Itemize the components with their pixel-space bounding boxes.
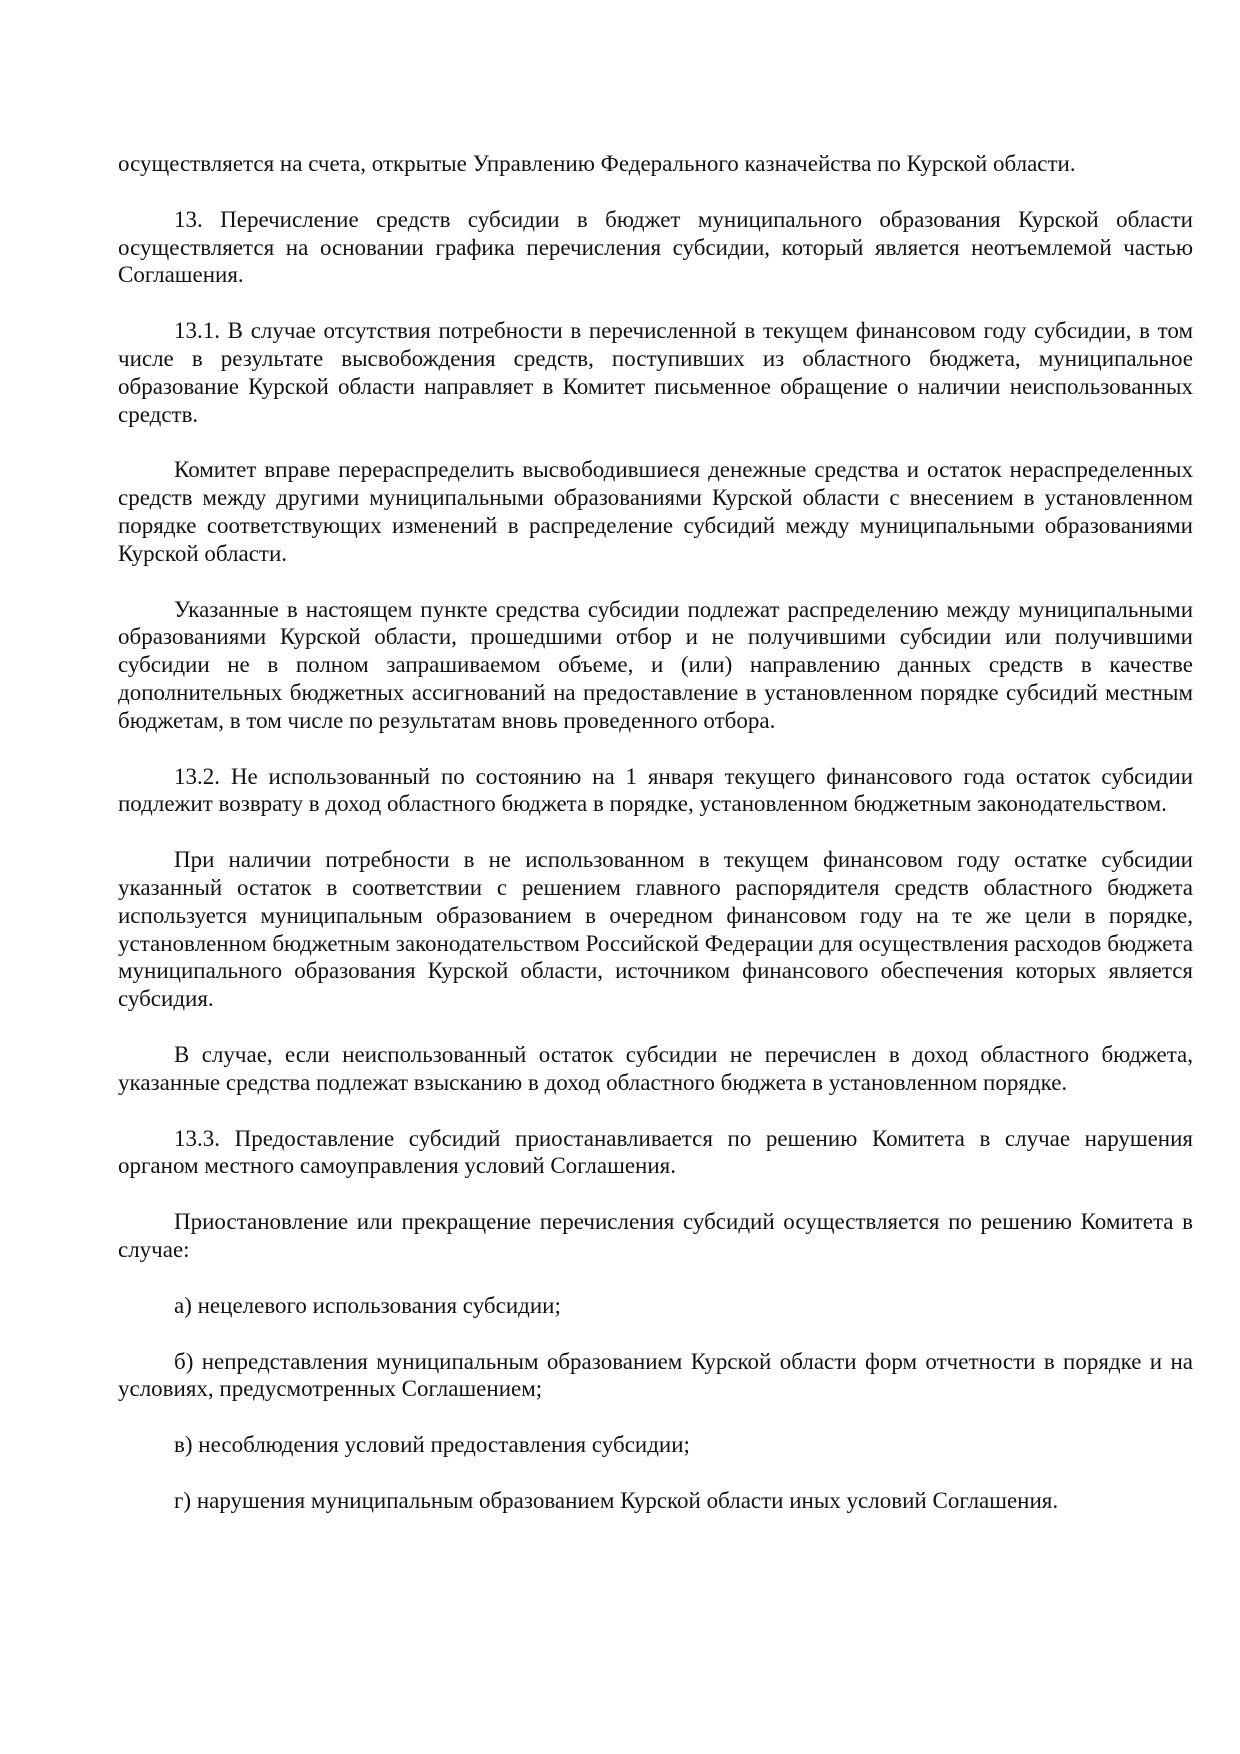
paragraph-13-1: 13.1. В случае отсутствия потребности в перечисленной в текущем финансовом году субсидии, в том числе в результате высвобождения средств, поступивших из областного бюджета, муниципальное образование Курской области направляет в Комитет письменное обращение о наличии неиспользованных средств.: [118, 318, 1193, 427]
paragraph-13-3: 13.3. Предоставление субсидий приостанавливается по решению Комитета в случае нарушения органом местного самоуправления условий Соглашения.: [118, 1125, 1193, 1179]
paragraph-recovery: В случае, если неиспользованный остаток субсидии не перечислен в доход областного бюджета, указанные средства подлежат взысканию в доход областного бюджета в установленном порядке.: [118, 1041, 1193, 1095]
paragraph-suspension: Приостановление или прекращение перечисления субсидий осуществляется по решению Комитета в случае:: [118, 1209, 1193, 1262]
paragraph-13: 13. Перечисление средств субсидии в бюджет муниципального образования Курской области осуществляется на основании графика перечисления субсидии, который является неотъемлемой частью Соглашения.: [118, 206, 1193, 288]
list-item-g: г) нарушения муниципальным образованием Курской области иных условий Соглашения.: [174, 1487, 1059, 1513]
list-item-b: б) непредставления муниципальным образованием Курской области форм отчетности в порядке и на условиях, предусмотренных Соглашением;: [118, 1348, 1193, 1402]
list-item-v: в) несоблюдения условий предоставления субсидии;: [174, 1432, 690, 1458]
paragraph-redistribution: Комитет вправе перераспределить высвободившиеся денежные средства и остаток нераспределенных средств между другими муниципальными образованиями Курской области с внесением в установленном порядке соответствующих изменений в распределение субсидий между муниципальными образованиями Курской области.: [118, 457, 1193, 566]
paragraph-remaining-use: При наличии потребности в не использованном в текущем финансовом году остатке субсидии указанный остаток в соответствии с решением главного распорядителя средств областного бюджета используется муниципальным образованием в очередном финансовом году на те же цели в порядке, установленном бюджетным законодательством Российской Федерации для осуществления расходов бюджета муниципального образования Курской области, источником финансового обеспечения которых является субсидия.: [118, 847, 1193, 1012]
document-page: [118, 150, 1193, 1543]
paragraph-allocation: Указанные в настоящем пункте средства субсидии подлежат распределению между муниципальными образованиями Курской области, прошедшими отбор и не получившими субсидии или получившими субсидии не в полном запрашиваемом объеме, и (или) направлению данных средств в качестве дополнительных бюджетных ассигнований на предоставление в установленном порядке субсидий местным бюджетам, в том числе по результатам вновь проведенного отбора.: [118, 596, 1193, 733]
paragraph-continuation: осуществляется на счета, открытые Управлению Федерального казначейства по Курской области.: [118, 151, 1076, 176]
paragraph-13-2: 13.2. Не использованный по состоянию на 1 января текущего финансового года остаток субсидии подлежит возврату в доход областного бюджета в порядке, установленном бюджетным законодательством.: [118, 763, 1193, 817]
list-item-a: а) нецелевого использования субсидии;: [174, 1292, 561, 1318]
